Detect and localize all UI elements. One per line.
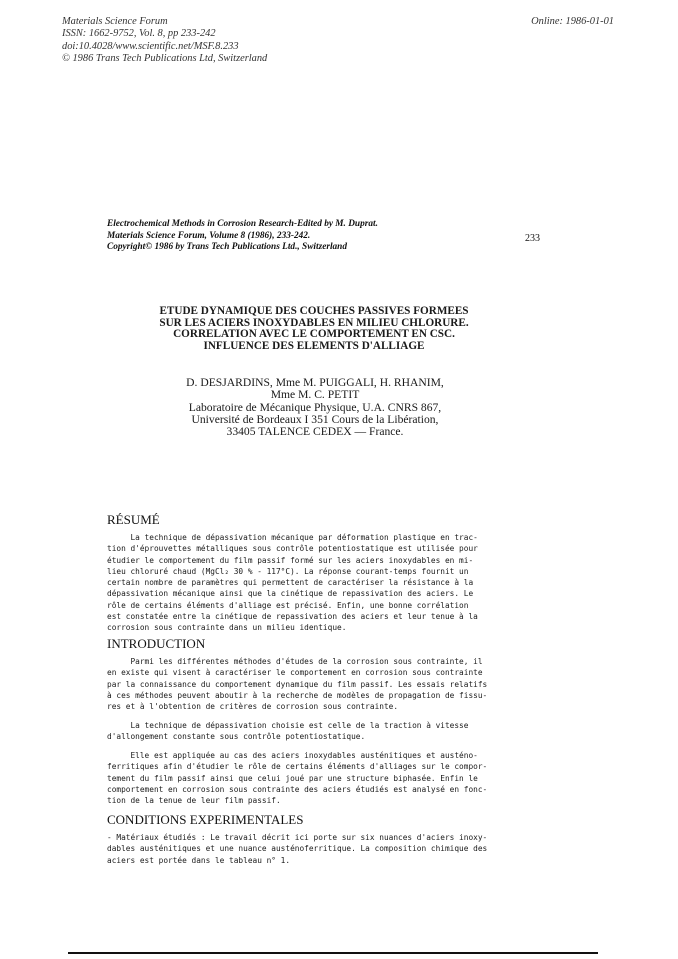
text-line: corrosion sous contrainte dans un milieu identique. <box>107 623 347 633</box>
online-date: Online: 1986-01-01 <box>531 16 614 27</box>
header-line: © 1986 Trans Tech Publications Ltd, Switzerland <box>62 52 268 64</box>
affiliation-line: Laboratoire de Mécanique Physique, U.A. CNRS 867, <box>188 400 442 414</box>
source-citation <box>107 219 378 254</box>
text-line: Parmi les différentes méthodes d'études de la corrosion sous contrainte, il <box>107 657 483 666</box>
conditions-paragraph <box>107 832 547 866</box>
text-line: dables austénitiques et une nuance austénoferritique. La composition chimique des <box>107 844 488 854</box>
journal-header <box>62 16 267 65</box>
intro-paragraph-2 <box>107 720 547 743</box>
text-line: res et à l'obtention de critères de corrosion sous contrainte. <box>107 702 399 712</box>
text-line: certain nombre de paramètres qui permettent de caractériser la résistance à la <box>107 578 474 588</box>
author-block <box>150 377 480 438</box>
affiliation-line: Université de Bordeaux I 351 Cours de la Libération, <box>191 412 439 426</box>
resume-heading: RÉSUMÉ <box>107 512 160 527</box>
text-line: Elle est appliquée au cas des aciers inoxydables austénitiques et austéno- <box>107 751 478 760</box>
text-line: tion d'éprouvettes métalliques sous contrôle potentiostatique est utilisée pour <box>107 544 478 554</box>
text-line: La technique de dépassivation mécanique par déformation plastique en trac- <box>107 533 478 542</box>
text-line: dépassivation mécanique ainsi que la cinétique de repassivation des aciers. Le <box>107 589 474 599</box>
text-line: par la connaissance du comportement dynamique du film passif. Les essais relatifs <box>107 679 488 689</box>
footer-rule <box>68 952 598 954</box>
text-line: en existe qui visent à caractériser le comportement en corrosion sous contrainte <box>107 668 483 678</box>
header-line: Materials Science Forum <box>62 16 168 27</box>
text-line: d'allongement constante sous contrôle potentiostatique. <box>107 732 366 742</box>
paper-title: ETUDE DYNAMIQUE DES COUCHES PASSIVES FORMEES SUR LES ACIERS INOXYDABLES EN MILIEU CHLORURE. CORRELATION AVEC LE COMPORTEMENT EN CSC. INFLUENCE DES ELEMENTS D'ALLIAGE <box>159 305 469 353</box>
text-line: aciers est portée dans le tableau n° 1. <box>107 855 291 865</box>
intro-paragraph-3 <box>107 750 547 806</box>
text-line: lieu chloruré chaud (MgCl₂ 30 % - 117°C). La réponse courant-temps fournit un <box>107 566 469 576</box>
intro-paragraph-1 <box>107 656 547 712</box>
page-number: 233 <box>525 233 540 244</box>
author-names: Mme M. C. PETIT <box>270 388 360 402</box>
introduction-heading: INTRODUCTION <box>107 636 206 651</box>
text-line: ferritiques afin d'étudier le rôle de certains éléments d'alliages sur le compor- <box>107 762 488 772</box>
text-line: tement du film passif ainsi que celui joué par une structure biphasée. Enfin le <box>107 773 478 783</box>
text-line: à ces méthodes peuvent aboutir à la recherche de modèles de propagation de fissu- <box>107 690 488 700</box>
text-line: tion de la tenue de leur film passif. <box>107 796 281 806</box>
text-line: étudier le comportement du film passif formé sur les aciers inoxydables en mi- <box>107 555 474 565</box>
text-line: La technique de dépassivation choisie est celle de la traction à vitesse <box>107 721 469 730</box>
header-line[interactable]: doi:10.4028/www.scientific.net/MSF.8.233 <box>62 40 239 52</box>
header-line: ISSN: 1662-9752, Vol. 8, pp 233-242 <box>62 28 216 40</box>
author-names: D. DESJARDINS, Mme M. PUIGGALI, H. RHANIM, <box>186 376 444 389</box>
source-line: Copyright© 1986 by Trans Tech Publications Ltd., Switzerland <box>107 242 347 253</box>
source-line: Materials Science Forum, Volume 8 (1986), 233-242. <box>107 230 311 241</box>
affiliation-line: 33405 TALENCE CEDEX — France. <box>226 425 404 439</box>
source-line: Electrochemical Methods in Corrosion Research-Edited by M. Duprat. <box>107 219 378 229</box>
text-line: est constatée entre la cinétique de repassivation des aciers et leur tenue à la <box>107 612 478 622</box>
text-line: rôle de certains éléments d'alliage est précisé. Enfin, une bonne corrélation <box>107 600 469 610</box>
resume-paragraph <box>107 532 547 634</box>
text-line: - Matériaux étudiés : Le travail décrit ici porte sur six nuances d'aciers inoxy- <box>107 833 488 842</box>
conditions-heading: CONDITIONS EXPERIMENTALES <box>107 812 304 827</box>
text-line: comportement en corrosion sous contrainte des aciers étudiés est analysé en fonc- <box>107 784 488 794</box>
